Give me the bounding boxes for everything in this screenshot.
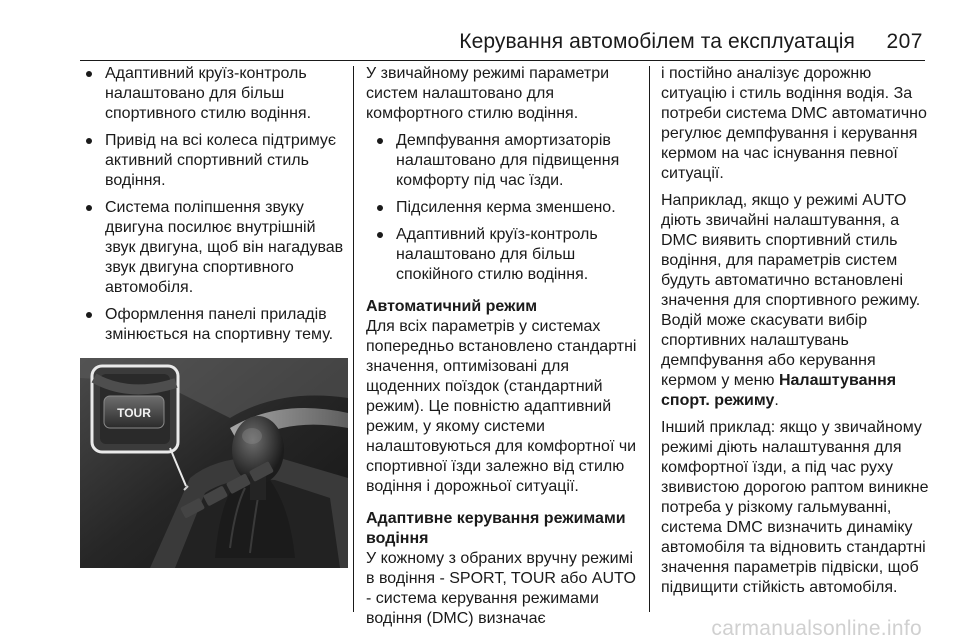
list-item: Демпфування амортизаторів налаштовано для підвищення комфорту під час їзди. [366,131,641,191]
page-number: 207 [886,30,923,53]
list-item: Адаптивний круїз-контроль налаштовано для більш спокійного стилю водіння. [366,225,641,285]
dmc-continued-text: і постійно аналізує дорожню ситуацію і стиль водіння водія. За потреби система DMC автоматично регулює демпфування і керування кермом на час існування певної ситуації. [661,65,927,182]
list-item: Привід на всі колеса підтримує активний спортивний стиль водіння. [80,131,348,191]
sport-mode-bullets [80,64,348,345]
list-item: Адаптивний круїз-контроль налаштовано для більш спортивного стилю водіння. [80,64,348,124]
auto-mode-text: Для всіх параметрів у системах попередньо встановлено стандартні значення, оптимізовані для щоденних поїздок (стандартний режим). Це повністю адаптивний режим, у якому системи налаштовуються для комфортної чи спортивної їзди залежно від стилю водіння і дорожньої ситуації. [366,318,637,495]
normal-mode-bullets [366,131,641,285]
page-header [80,20,925,61]
section-heading-auto-mode: Автоматичний режим [366,298,538,315]
sport-settings-menu-name: Налаштування спорт. режиму [661,372,897,409]
console-photo [80,358,348,568]
header-title: Керування автомобілем та експлуатація [459,30,855,53]
list-item: Підсилення керма зменшено. [366,198,641,218]
normal-example-text: Інший приклад: якщо у звичайному режимі діють налаштування для комфортної їзди, а під час руху звивистою дорогою раптом виникне потреба у різкому гальмуванні, система DMC визначить динаміку автомобіля та відновить стандартні значення параметрів підвіски, щоб підвищити стійкість автомобіля. [661,419,929,596]
tour-button-label: TOUR [117,406,151,420]
column-2 [366,64,641,636]
normal-mode-intro: У звичайному режимі параметри систем налаштовано для комфортного стилю водіння. [366,65,610,122]
list-item: Оформлення панелі приладів змінюється на спортивну тему. [80,305,348,345]
watermark: carmanualsonline.info [711,617,922,640]
section-heading-dmc: Адаптивне керування режимами водіння [366,510,626,547]
dmc-text: У кожному з обраних вручну режимі в водіння - SPORT, TOUR або AUTO - система керування режимами водіння (DMC) визначає [366,550,636,627]
column-1 [80,64,348,384]
column-divider-1 [353,66,354,612]
auto-example-lead: Наприклад, якщо у режимі AUTO діють звичайні налаштування, а DMC виявить спортивний стиль водіння, для параметрів систем будуть автоматично встановлені значення для спортивного режиму. Водій може скасувати вибір спортивних налаштувань демпфування або керування кермом у меню [661,192,921,389]
column-3 [661,64,931,605]
list-item: Система поліпшення звуку двигуна посилює внутрішній звук двигуна, щоб він нагадував звук двигуна спортивного автомобіля. [80,198,348,298]
auto-example-text [661,191,931,411]
column-divider-2 [649,66,650,612]
auto-example-end: . [774,392,779,409]
